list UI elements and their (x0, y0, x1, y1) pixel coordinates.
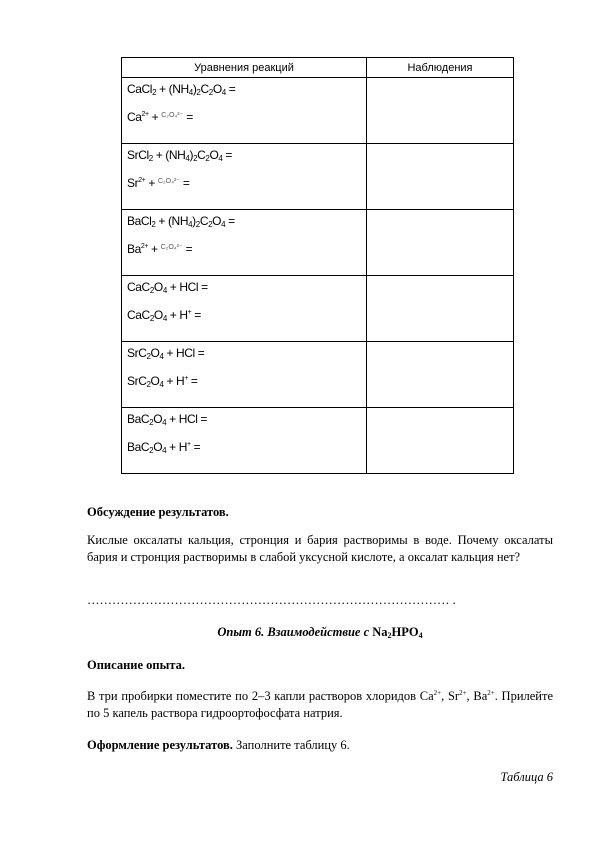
table-row (122, 408, 514, 474)
molecular-equation: SrCl$_2$ + $(NH_4)_2C_2O_4$ = (127, 148, 233, 163)
equation-cell (122, 144, 367, 210)
equation-cell (122, 342, 367, 408)
results-heading: Оформление результатов. (87, 738, 233, 752)
table-row (122, 144, 514, 210)
handwritten-oxalate: C₂O₄²⁻ (161, 112, 184, 119)
experiment-formula: $Na_2HPO_4$ (372, 625, 423, 640)
equation-cell (122, 276, 367, 342)
table-row (122, 342, 514, 408)
observation-cell[interactable] (367, 144, 514, 210)
handwritten-oxalate: C₂O₄²⁻ (160, 244, 183, 251)
table-row (122, 276, 514, 342)
molecular-equation: $BaC_2O_4$ + HCl = (127, 412, 208, 427)
handwritten-oxalate: C₂O₄²⁻ (157, 178, 180, 185)
table-row (122, 210, 514, 276)
ionic-equation: $Ba^{2+} + ^{C_2O_4^{2-}}$ = (127, 242, 193, 256)
header-equations: Уравнения реакций (122, 58, 367, 78)
table-row (122, 78, 514, 144)
discussion-heading: Обсуждение результатов. (87, 505, 229, 519)
observation-cell[interactable] (367, 342, 514, 408)
description-text: В три пробирки поместите по 2–3 капли растворов хлоридов $Ca^{2+}$, $Sr^{2+}$, $Ba^{2+}$. Прилейте по 5 капель раствора гидроортофосфата натрия. (87, 689, 553, 720)
ionic-equation: $Ca^{2+} + ^{C_2O_4^{2-}}$ = (127, 110, 193, 124)
molecular-equation: $CaC_2O_4$ + HCl = (127, 280, 208, 295)
results-text: Заполните таблицу 6. (232, 738, 350, 752)
molecular-equation: CaCl$_2$ + $(NH_4)_2C_2O_4$ = (127, 82, 236, 97)
observation-cell[interactable] (367, 78, 514, 144)
answer-line: …………………………………………………………………………… . (87, 593, 456, 607)
description-heading: Описание опыта. (87, 658, 186, 672)
equation-cell (122, 78, 367, 144)
molecular-equation: BaCl$_2$ + $(NH_4)_2C_2O_4$ = (127, 214, 235, 229)
experiment-title: Опыт 6. Взаимодействие с $Na_2HPO_4$ (217, 625, 423, 640)
ionic-equation: $BaC_2O_4 + H^+$ = (127, 440, 201, 455)
discussion-text: Кислые оксалаты кальция, стронция и бария растворимы в воде. Почему оксалаты бария и стронция растворимы в слабой уксусной кислоте, а оксалат кальция нет? (87, 533, 553, 564)
results-paragraph (87, 737, 553, 754)
ionic-equation: $SrC_2O_4 + H^+$ = (127, 374, 198, 389)
header-observations: Наблюдения (367, 58, 514, 78)
table-caption: Таблица 6 (500, 770, 553, 784)
observation-cell[interactable] (367, 210, 514, 276)
table-header-row (122, 58, 514, 78)
molecular-equation: $SrC_2O_4$ + HCl = (127, 346, 205, 361)
observation-cell[interactable] (367, 276, 514, 342)
equation-cell (122, 408, 367, 474)
equation-cell (122, 210, 367, 276)
ionic-equation: $Sr^{2+} + ^{C_2O_4^{2-}}$ = (127, 176, 190, 190)
reactions-table (121, 57, 514, 474)
ionic-equation: $CaC_2O_4 + H^+$ = (127, 308, 201, 323)
observation-cell[interactable] (367, 408, 514, 474)
